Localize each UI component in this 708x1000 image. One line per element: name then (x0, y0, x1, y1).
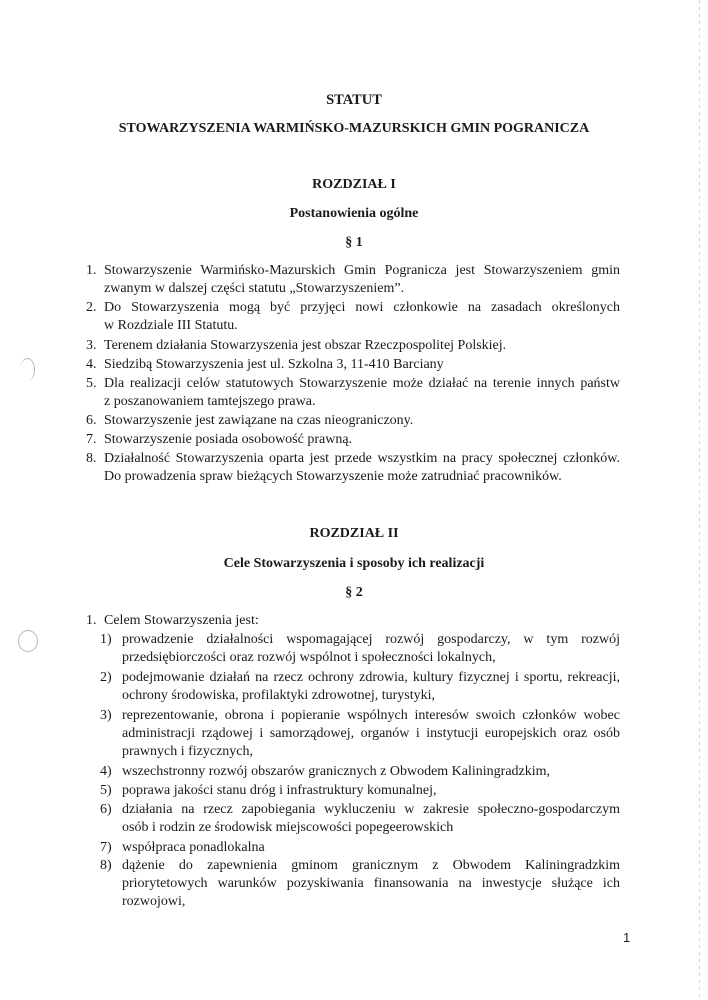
list-item-line: Do Stowarzyszenia mogą być przyjęci nowi członkowie na zasadach określonych (104, 300, 620, 315)
list-item-number: 3. (86, 338, 97, 353)
list-item-line: Terenem działania Stowarzyszenia jest obszar Rzeczpospolitej Polskiej. (104, 338, 507, 353)
sublist-item-number: 1) (100, 632, 112, 647)
list-item-line: Dla realizacji celów statutowych Stowarzyszenie może działać na terenie innych państw (104, 376, 620, 391)
sublist-item-line: dążenie do zapewnienia gminom granicznym z Obwodem Kaliningradzkim (122, 858, 620, 873)
sublist-item-number: 6) (100, 802, 112, 817)
sublist-item-line: reprezentowanie, obrona i popieranie wspólnych interesów swoich członków wobec (122, 708, 620, 723)
chapter-2-name: Cele Stowarzyszenia i sposoby ich realizacji (223, 556, 485, 571)
list-item-line: zwanym w dalszej części statutu „Stowarzyszeniem”. (104, 281, 405, 296)
sublist-item-line: ochrony środowiska, profilaktyki zdrowotnej, turystyki, (122, 688, 436, 703)
paragraph-1-sign: § 1 (345, 235, 363, 250)
sublist-item-line: podejmowanie działań na rzecz ochrony zdrowia, kultury fizycznej i sportu, rekreacji, (122, 670, 620, 685)
list-item-number: 2. (86, 300, 97, 315)
punch-hole-mark-top (20, 358, 35, 381)
sublist-item-line: rozwojowi, (122, 894, 186, 909)
sublist-item-line: administracji rządowej i samorządowej, organów i instytucji europejskich oraz osób (122, 726, 620, 741)
sublist-item-line: działania na rzecz zapobiegania wykluczeniu w zakresie społeczno-gospodarczym (122, 802, 620, 817)
page-number: 1 (623, 930, 631, 945)
list-item-number: 1. (86, 613, 97, 628)
list-item-line: Działalność Stowarzyszenia oparta jest przede wszystkim na pracy społecznej członków. (104, 451, 620, 466)
document-title: STATUT (326, 92, 382, 108)
list-item-line: Stowarzyszenie Warmińsko-Mazurskich Gmin Pogranicza jest Stowarzyszeniem gmin (104, 263, 620, 278)
sublist-item-line: osób i rodzin ze środowisk miejscowości popegeerowskich (122, 820, 454, 835)
sublist-item-line: prowadzenie działalności wspomagającej rozwój gospodarczy, w tym rozwój (122, 632, 620, 647)
sublist-item-line: przedsiębiorczości oraz rozwój wspólnot i społeczności lokalnych, (122, 650, 496, 665)
list-item-number: 5. (86, 376, 97, 391)
list-item-number: 6. (86, 413, 97, 428)
sublist-item-number: 3) (100, 708, 112, 723)
sublist-item-line: wszechstronny rozwój obszarów granicznych z Obwodem Kaliningradzkim, (122, 764, 551, 779)
scan-edge-marks (699, 0, 700, 1000)
sublist-item-number: 8) (100, 858, 112, 873)
sublist-item-number: 7) (100, 840, 112, 855)
list-item-number: 7. (86, 432, 97, 447)
sublist-item-number: 2) (100, 670, 112, 685)
list-item-line: z poszanowaniem tamtejszego prawa. (104, 394, 316, 409)
sublist-item-line: poprawa jakości stanu dróg i infrastruktury komunalnej, (122, 783, 437, 798)
list-item-number: 1. (86, 263, 97, 278)
list-intro: Celem Stowarzyszenia jest: (104, 613, 259, 628)
list-item-line: Siedzibą Stowarzyszenia jest ul. Szkolna 3, 11-410 Barciany (104, 357, 444, 372)
paragraph-2-sign: § 2 (345, 585, 363, 600)
sublist-item-line: priorytetowych warunków pozyskiwania finansowania na inwestycje służące ich (122, 876, 620, 891)
list-item-line: Do prowadzenia spraw bieżących Stowarzyszenie może zatrudniać pracowników. (104, 469, 562, 484)
sublist-item-line: współpraca ponadlokalna (122, 840, 265, 855)
list-item-number: 8. (86, 451, 97, 466)
sublist-item-line: prawnych i fizycznych, (122, 744, 253, 759)
punch-hole-mark-bottom (18, 630, 38, 652)
chapter-1-name: Postanowienia ogólne (289, 206, 419, 221)
list-item-line: Stowarzyszenie jest zawiązane na czas nieograniczony. (104, 413, 414, 428)
list-item-line: w Rozdziale III Statutu. (104, 318, 238, 333)
document-subtitle: STOWARZYSZENIA WARMIŃSKO-MAZURSKICH GMIN POGRANICZA (118, 121, 590, 136)
chapter-2-heading: ROZDZIAŁ II (309, 526, 399, 541)
list-item-line: Stowarzyszenie posiada osobowość prawną. (104, 432, 353, 447)
sublist-item-number: 4) (100, 764, 112, 779)
chapter-1-heading: ROZDZIAŁ I (312, 177, 396, 192)
sublist-item-number: 5) (100, 783, 112, 798)
list-item-number: 4. (86, 357, 97, 372)
